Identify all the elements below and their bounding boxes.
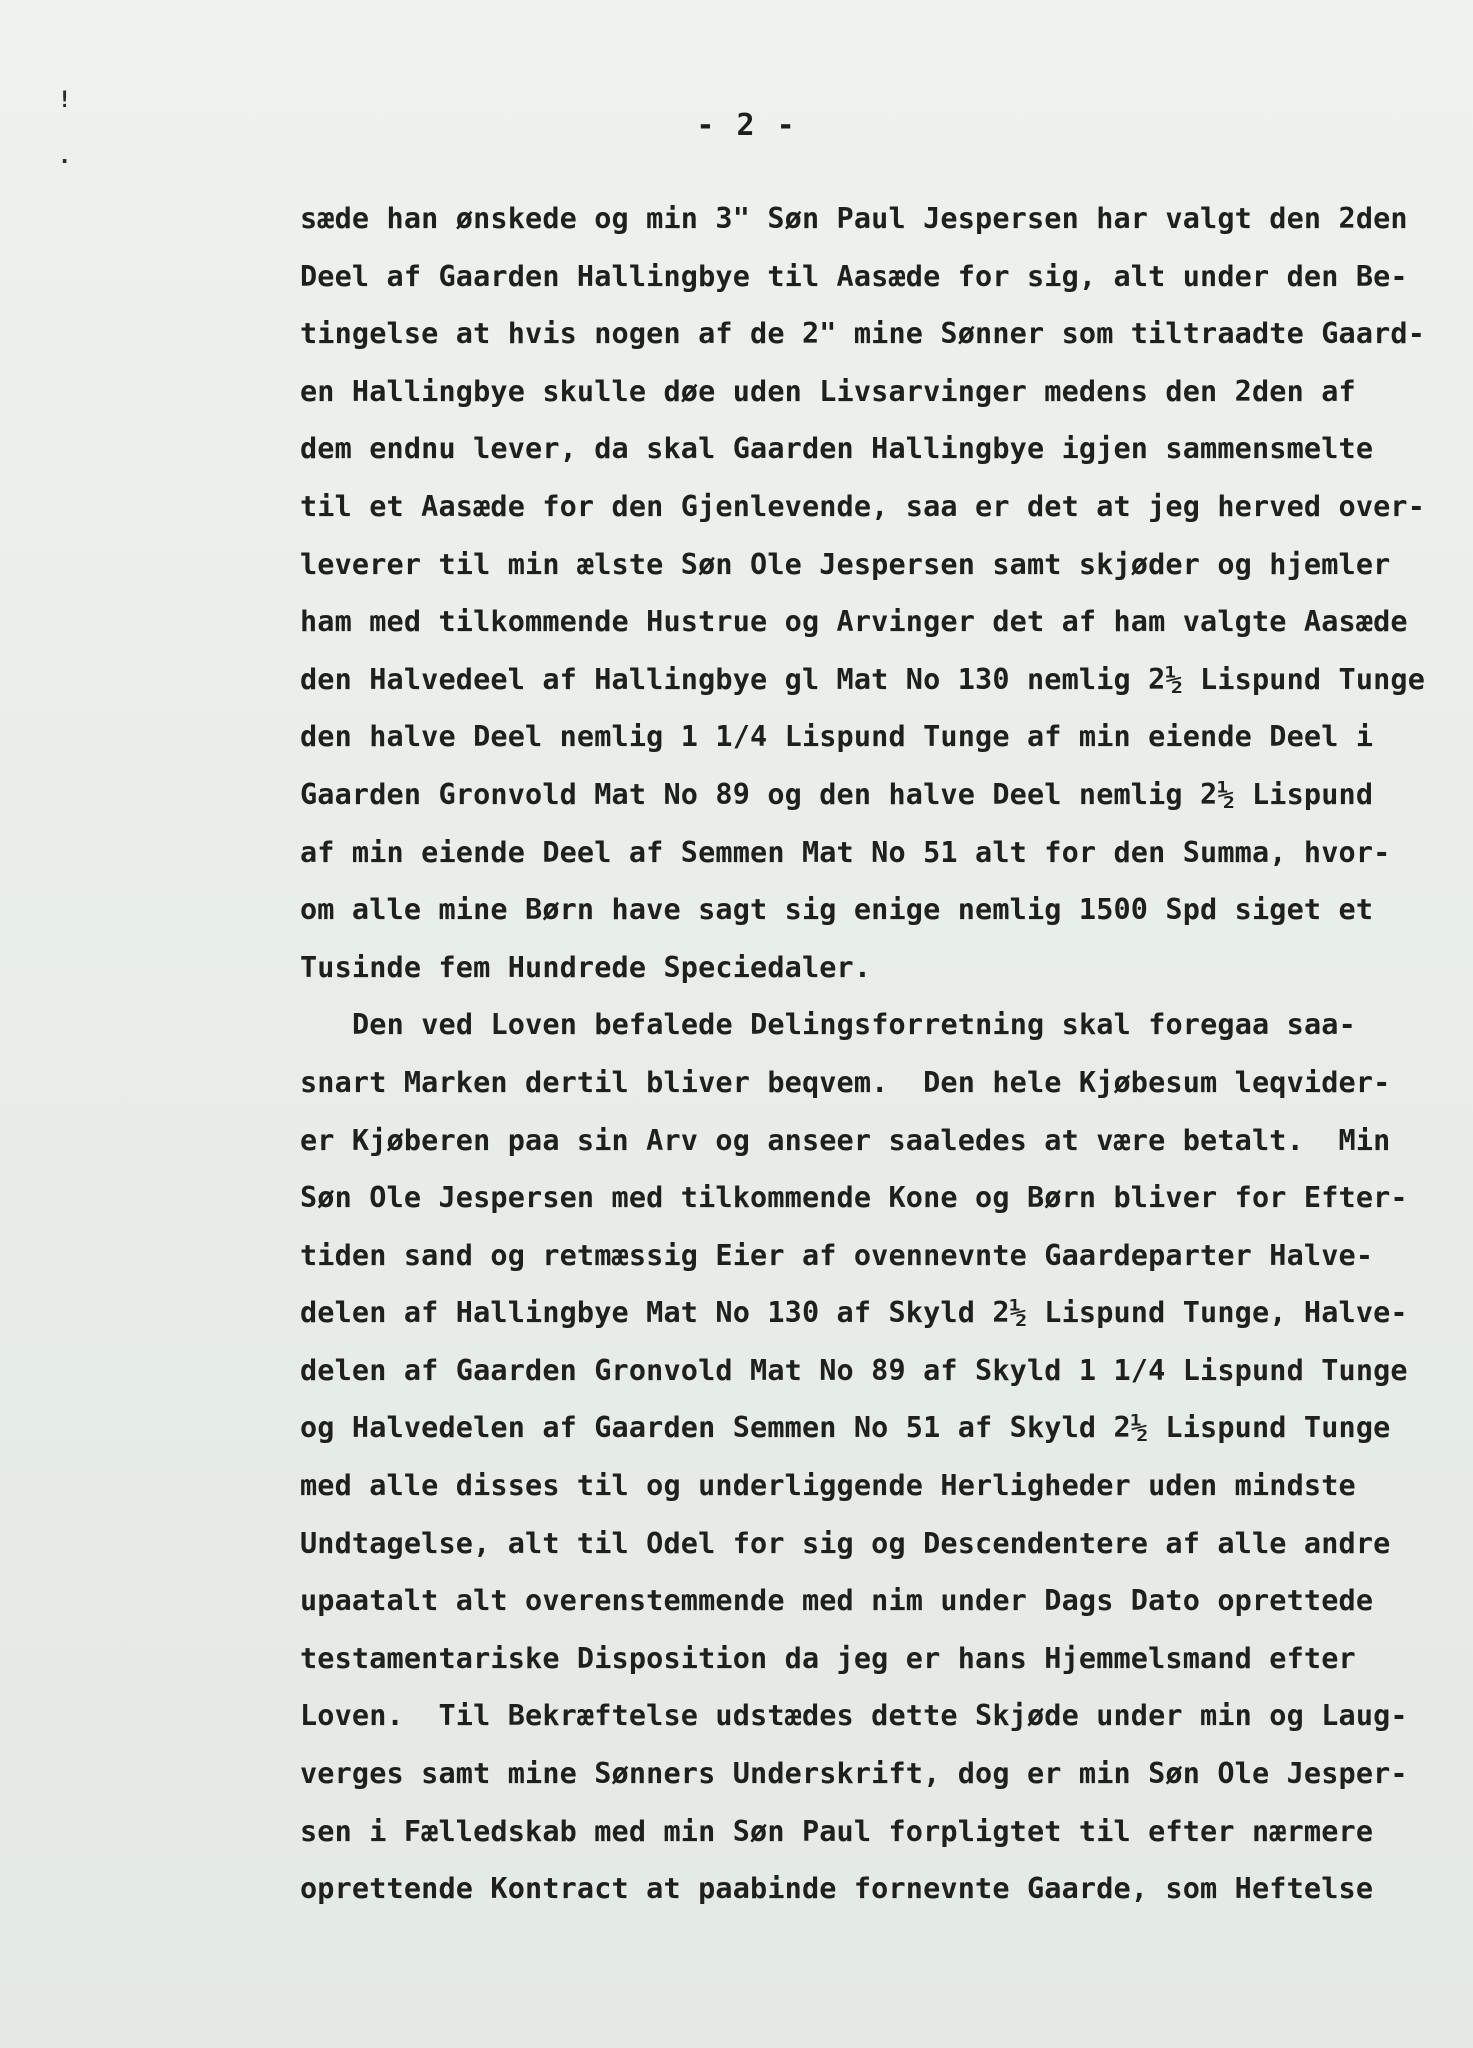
- margin-mark-bottom: ·: [58, 150, 72, 175]
- text-line: upaatalt alt overenstemmende med nim under Dags Dato oprettede: [300, 1584, 1374, 1618]
- text-line: en Hallingbye skulle døe uden Livsarvinger medens den 2den af: [300, 374, 1356, 408]
- text-line: sen i Fælledskab med min Søn Paul forpligtet til efter nærmere: [300, 1814, 1374, 1848]
- typewritten-body: [300, 190, 1450, 1918]
- text-line: leverer til min ælste Søn Ole Jespersen samt skjøder og hjemler: [300, 547, 1391, 581]
- text-line: om alle mine Børn have sagt sig enige nemlig 1500 Spd siget et: [300, 893, 1374, 927]
- text-line: delen af Hallingbye Mat No 130 af Skyld 2½ Lispund Tunge, Halve-: [300, 1296, 1408, 1330]
- text-line: af min eiende Deel af Semmen Mat No 51 alt for den Summa, hvor-: [300, 835, 1391, 869]
- text-line: verges samt mine Sønners Underskrift, dog er min Søn Ole Jesper-: [300, 1757, 1408, 1791]
- text-line: den Halvedeel af Hallingbye gl Mat No 130 nemlig 2½ Lispund Tunge: [300, 662, 1426, 696]
- text-line: med alle disses til og underliggende Herligheder uden mindste: [300, 1469, 1356, 1503]
- text-line: ham med tilkommende Hustrue og Arvinger det af ham valgte Aasæde: [300, 605, 1408, 639]
- margin-mark-top: !: [58, 88, 72, 113]
- text-line: den halve Deel nemlig 1 1/4 Lispund Tunge af min eiende Deel i: [300, 720, 1374, 754]
- text-line: Undtagelse, alt til Odel for sig og Descendentere af alle andre: [300, 1526, 1391, 1560]
- text-line: tingelse at hvis nogen af de 2" mine Sønner som tiltraadte Gaard-: [300, 317, 1426, 351]
- text-line: Gaarden Gronvold Mat No 89 og den halve Deel nemlig 2½ Lispund: [300, 777, 1374, 811]
- text-line: Søn Ole Jespersen med tilkommende Kone og Børn bliver for Efter-: [300, 1181, 1408, 1215]
- text-line: oprettende Kontract at paabinde fornevnte Gaarde, som Heftelse: [300, 1872, 1374, 1906]
- text-line: dem endnu lever, da skal Gaarden Hallingbye igjen sammensmelte: [300, 432, 1374, 466]
- page-number: - 2 -: [696, 108, 797, 143]
- text-line: sæde han ønskede og min 3" Søn Paul Jespersen har valgt den 2den: [300, 202, 1408, 235]
- text-line: snart Marken dertil bliver beqvem. Den hele Kjøbesum leqvider-: [300, 1065, 1391, 1099]
- text-line: Deel af Gaarden Hallingbye til Aasæde for sig, alt under den Be-: [300, 259, 1408, 293]
- text-line: Tusinde fem Hundrede Speciedaler.: [300, 950, 872, 984]
- text-line: Loven. Til Bekræftelse udstædes dette Skjøde under min og Laug-: [300, 1699, 1408, 1733]
- text-line: Den ved Loven befalede Delingsforretning skal foregaa saa-: [352, 1008, 1356, 1042]
- text-line: og Halvedelen af Gaarden Semmen No 51 af Skyld 2½ Lispund Tunge: [300, 1411, 1391, 1445]
- text-line: delen af Gaarden Gronvold Mat No 89 af Skyld 1 1/4 Lispund Tunge: [300, 1353, 1408, 1387]
- text-line: til et Aasæde for den Gjenlevende, saa er det at jeg herved over-: [300, 489, 1426, 523]
- text-line: tiden sand og retmæssig Eier af ovennevnte Gaardeparter Halve-: [300, 1238, 1374, 1272]
- text-line: testamentariske Disposition da jeg er hans Hjemmelsmand efter: [300, 1641, 1356, 1675]
- text-line: er Kjøberen paa sin Arv og anseer saaledes at være betalt. Min: [300, 1123, 1391, 1157]
